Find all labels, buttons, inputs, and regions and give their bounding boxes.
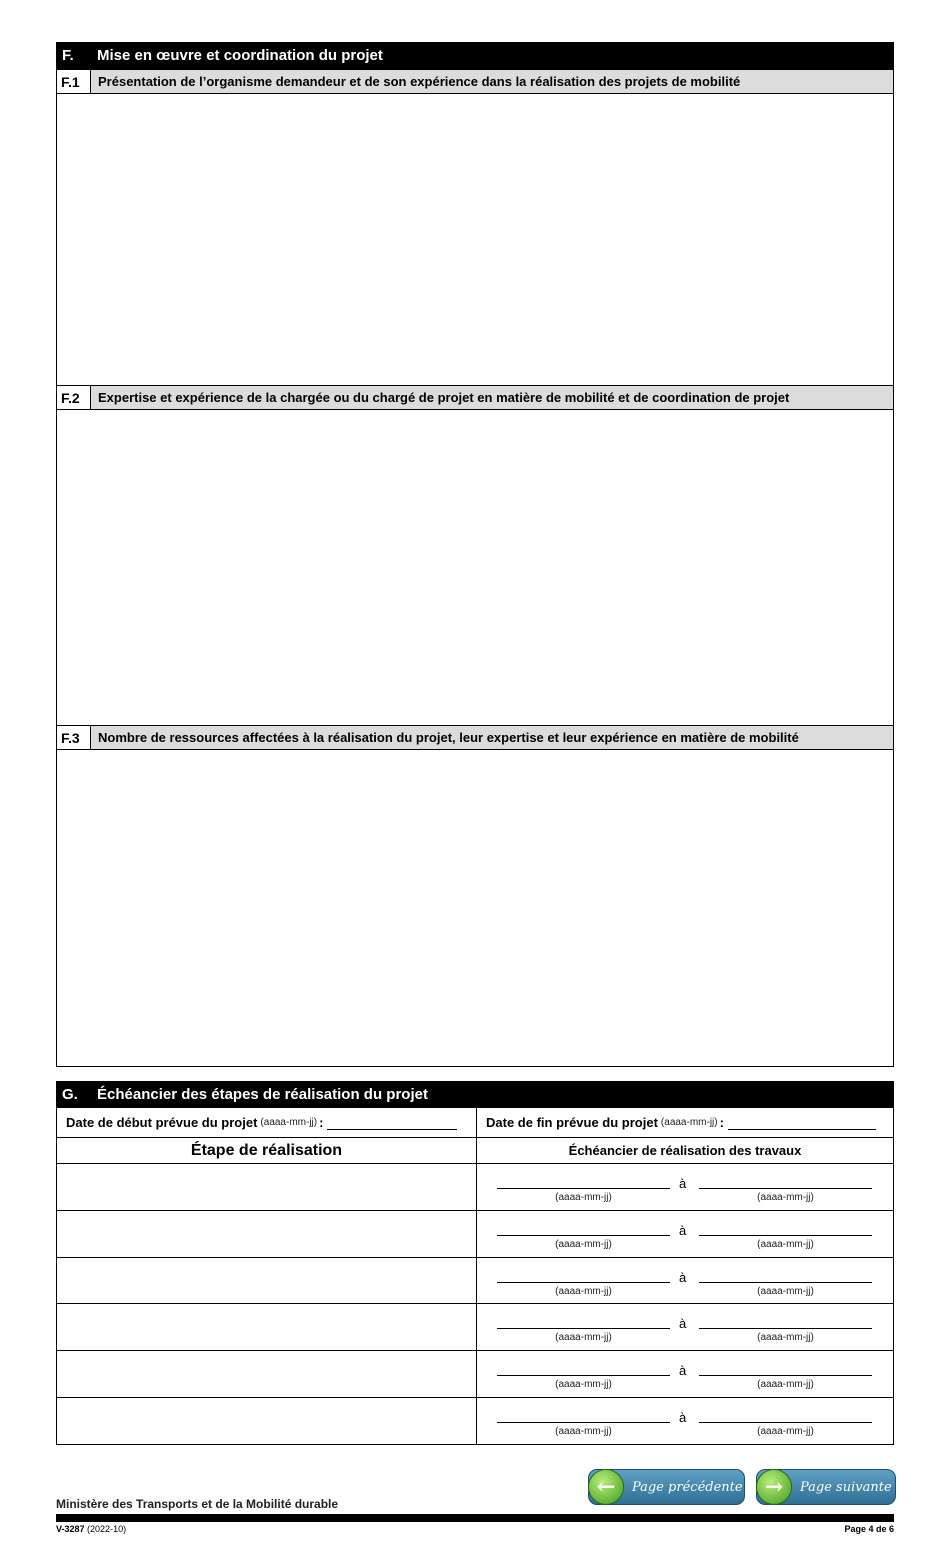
step-field[interactable] (57, 1398, 477, 1444)
date-format-hint: (aaaa-mm-jj) (555, 1379, 612, 1391)
page-number: Page 4 de 6 (844, 1524, 894, 1534)
date-format-hint: (aaaa-mm-jj) (757, 1192, 814, 1203)
start-date-field[interactable] (497, 1328, 670, 1329)
subsection-number: F.2 (57, 386, 91, 409)
project-dates-row (56, 1108, 894, 1138)
date-format-hint: (aaaa-mm-jj) (757, 1285, 814, 1297)
date-format-hint: (aaaa-mm-jj) (555, 1332, 612, 1344)
schedule-row (56, 1211, 894, 1258)
subsection-f1-header (56, 69, 894, 94)
step-field[interactable] (57, 1304, 477, 1350)
footer-divider (56, 1514, 894, 1522)
date-format-hint: (aaaa-mm-jj) (660, 1117, 718, 1128)
section-g (56, 1081, 894, 1445)
subsection-f2-header (56, 385, 894, 410)
date-format-hint: (aaaa-mm-jj) (757, 1425, 814, 1437)
schedule-rows (56, 1164, 894, 1445)
end-date-cell (477, 1108, 893, 1137)
section-g-header (56, 1081, 894, 1108)
step-field[interactable] (57, 1164, 477, 1210)
schedule-row (56, 1258, 894, 1305)
f3-text-area[interactable] (56, 750, 894, 1067)
schedule-row (56, 1351, 894, 1398)
end-date-field[interactable] (699, 1282, 872, 1283)
date-format-hint: (aaaa-mm-jj) (555, 1425, 612, 1437)
f2-text-area[interactable] (56, 410, 894, 725)
section-letter: G. (62, 1086, 78, 1103)
date-format-hint: (aaaa-mm-jj) (555, 1285, 612, 1297)
colon: : (719, 1115, 724, 1130)
to-word: à (679, 1269, 687, 1285)
step-field[interactable] (57, 1351, 477, 1397)
schedule-cell (477, 1164, 893, 1210)
subsection-label: Présentation de l’organisme demandeur et de son expérience dans la réalisation des projets de mobilité (98, 74, 741, 89)
start-date-label: Date de début prévue du projet (66, 1115, 258, 1130)
start-date-field[interactable] (497, 1422, 670, 1423)
step-field[interactable] (57, 1258, 477, 1304)
end-date-field[interactable] (699, 1422, 872, 1423)
date-format-hint: (aaaa-mm-jj) (260, 1117, 318, 1128)
end-date-field[interactable] (699, 1328, 872, 1329)
subsection-label: Nombre de ressources affectées à la réalisation du projet, leur expertise et leur expérience en matière de mobilité (98, 730, 799, 745)
date-format-hint: (aaaa-mm-jj) (757, 1332, 814, 1344)
date-format-hint: (aaaa-mm-jj) (757, 1379, 814, 1391)
date-format-hint: (aaaa-mm-jj) (555, 1192, 612, 1203)
end-date-field[interactable] (699, 1188, 872, 1189)
schedule-row (56, 1304, 894, 1351)
end-date-field[interactable] (728, 1116, 876, 1130)
end-date-field[interactable] (699, 1375, 872, 1376)
step-field[interactable] (57, 1211, 477, 1257)
schedule-column-headers (56, 1138, 894, 1164)
schedule-row (56, 1164, 894, 1211)
subsection-number: F.3 (57, 726, 91, 749)
start-date-field[interactable] (497, 1375, 670, 1376)
subsection-f3-header (56, 725, 894, 750)
start-date-field[interactable] (327, 1116, 457, 1130)
to-word: à (679, 1316, 687, 1332)
previous-page-button[interactable] (588, 1469, 745, 1505)
start-date-field[interactable] (497, 1235, 670, 1236)
schedule-column-header: Échéancier de réalisation des travaux (568, 1143, 802, 1158)
arrow-left-icon: ← (588, 1469, 624, 1505)
start-date-cell (57, 1108, 477, 1137)
schedule-row (56, 1398, 894, 1445)
schedule-cell (477, 1304, 893, 1350)
schedule-cell (477, 1258, 893, 1304)
date-format-hint: (aaaa-mm-jj) (757, 1238, 814, 1250)
colon: : (319, 1115, 324, 1130)
section-title: Échéancier des étapes de réalisation du projet (97, 1086, 428, 1103)
section-letter: F. (62, 47, 74, 64)
to-word: à (679, 1409, 687, 1425)
schedule-cell (477, 1211, 893, 1257)
end-date-field[interactable] (699, 1235, 872, 1236)
to-word: à (679, 1363, 687, 1379)
form-date: (2022-10) (87, 1524, 127, 1534)
form-code (56, 1524, 126, 1534)
schedule-cell (477, 1351, 893, 1397)
step-column-header: Étape de réalisation (57, 1138, 477, 1163)
ministry-name: Ministère des Transports et de la Mobilité durable (56, 1497, 339, 1511)
section-title: Mise en œuvre et coordination du projet (97, 47, 383, 64)
to-word: à (679, 1176, 687, 1191)
form-number: V-3287 (56, 1524, 85, 1534)
next-page-button[interactable] (756, 1469, 896, 1505)
next-page-label: Page suivante (800, 1479, 892, 1495)
subsection-label: Expertise et expérience de la chargée ou du chargé de projet en matière de mobilité et de coordination de projet (98, 390, 790, 405)
date-format-hint: (aaaa-mm-jj) (555, 1238, 612, 1250)
end-date-label: Date de fin prévue du projet (486, 1115, 658, 1130)
section-f-header (56, 42, 894, 69)
f1-text-area[interactable] (56, 94, 894, 385)
previous-page-label: Page précédente (632, 1479, 743, 1495)
section-f (56, 42, 894, 1067)
subsection-number: F.1 (57, 70, 91, 93)
start-date-field[interactable] (497, 1282, 670, 1283)
start-date-field[interactable] (497, 1188, 670, 1189)
schedule-cell (477, 1398, 893, 1444)
to-word: à (679, 1222, 687, 1238)
arrow-right-icon: → (756, 1469, 792, 1505)
